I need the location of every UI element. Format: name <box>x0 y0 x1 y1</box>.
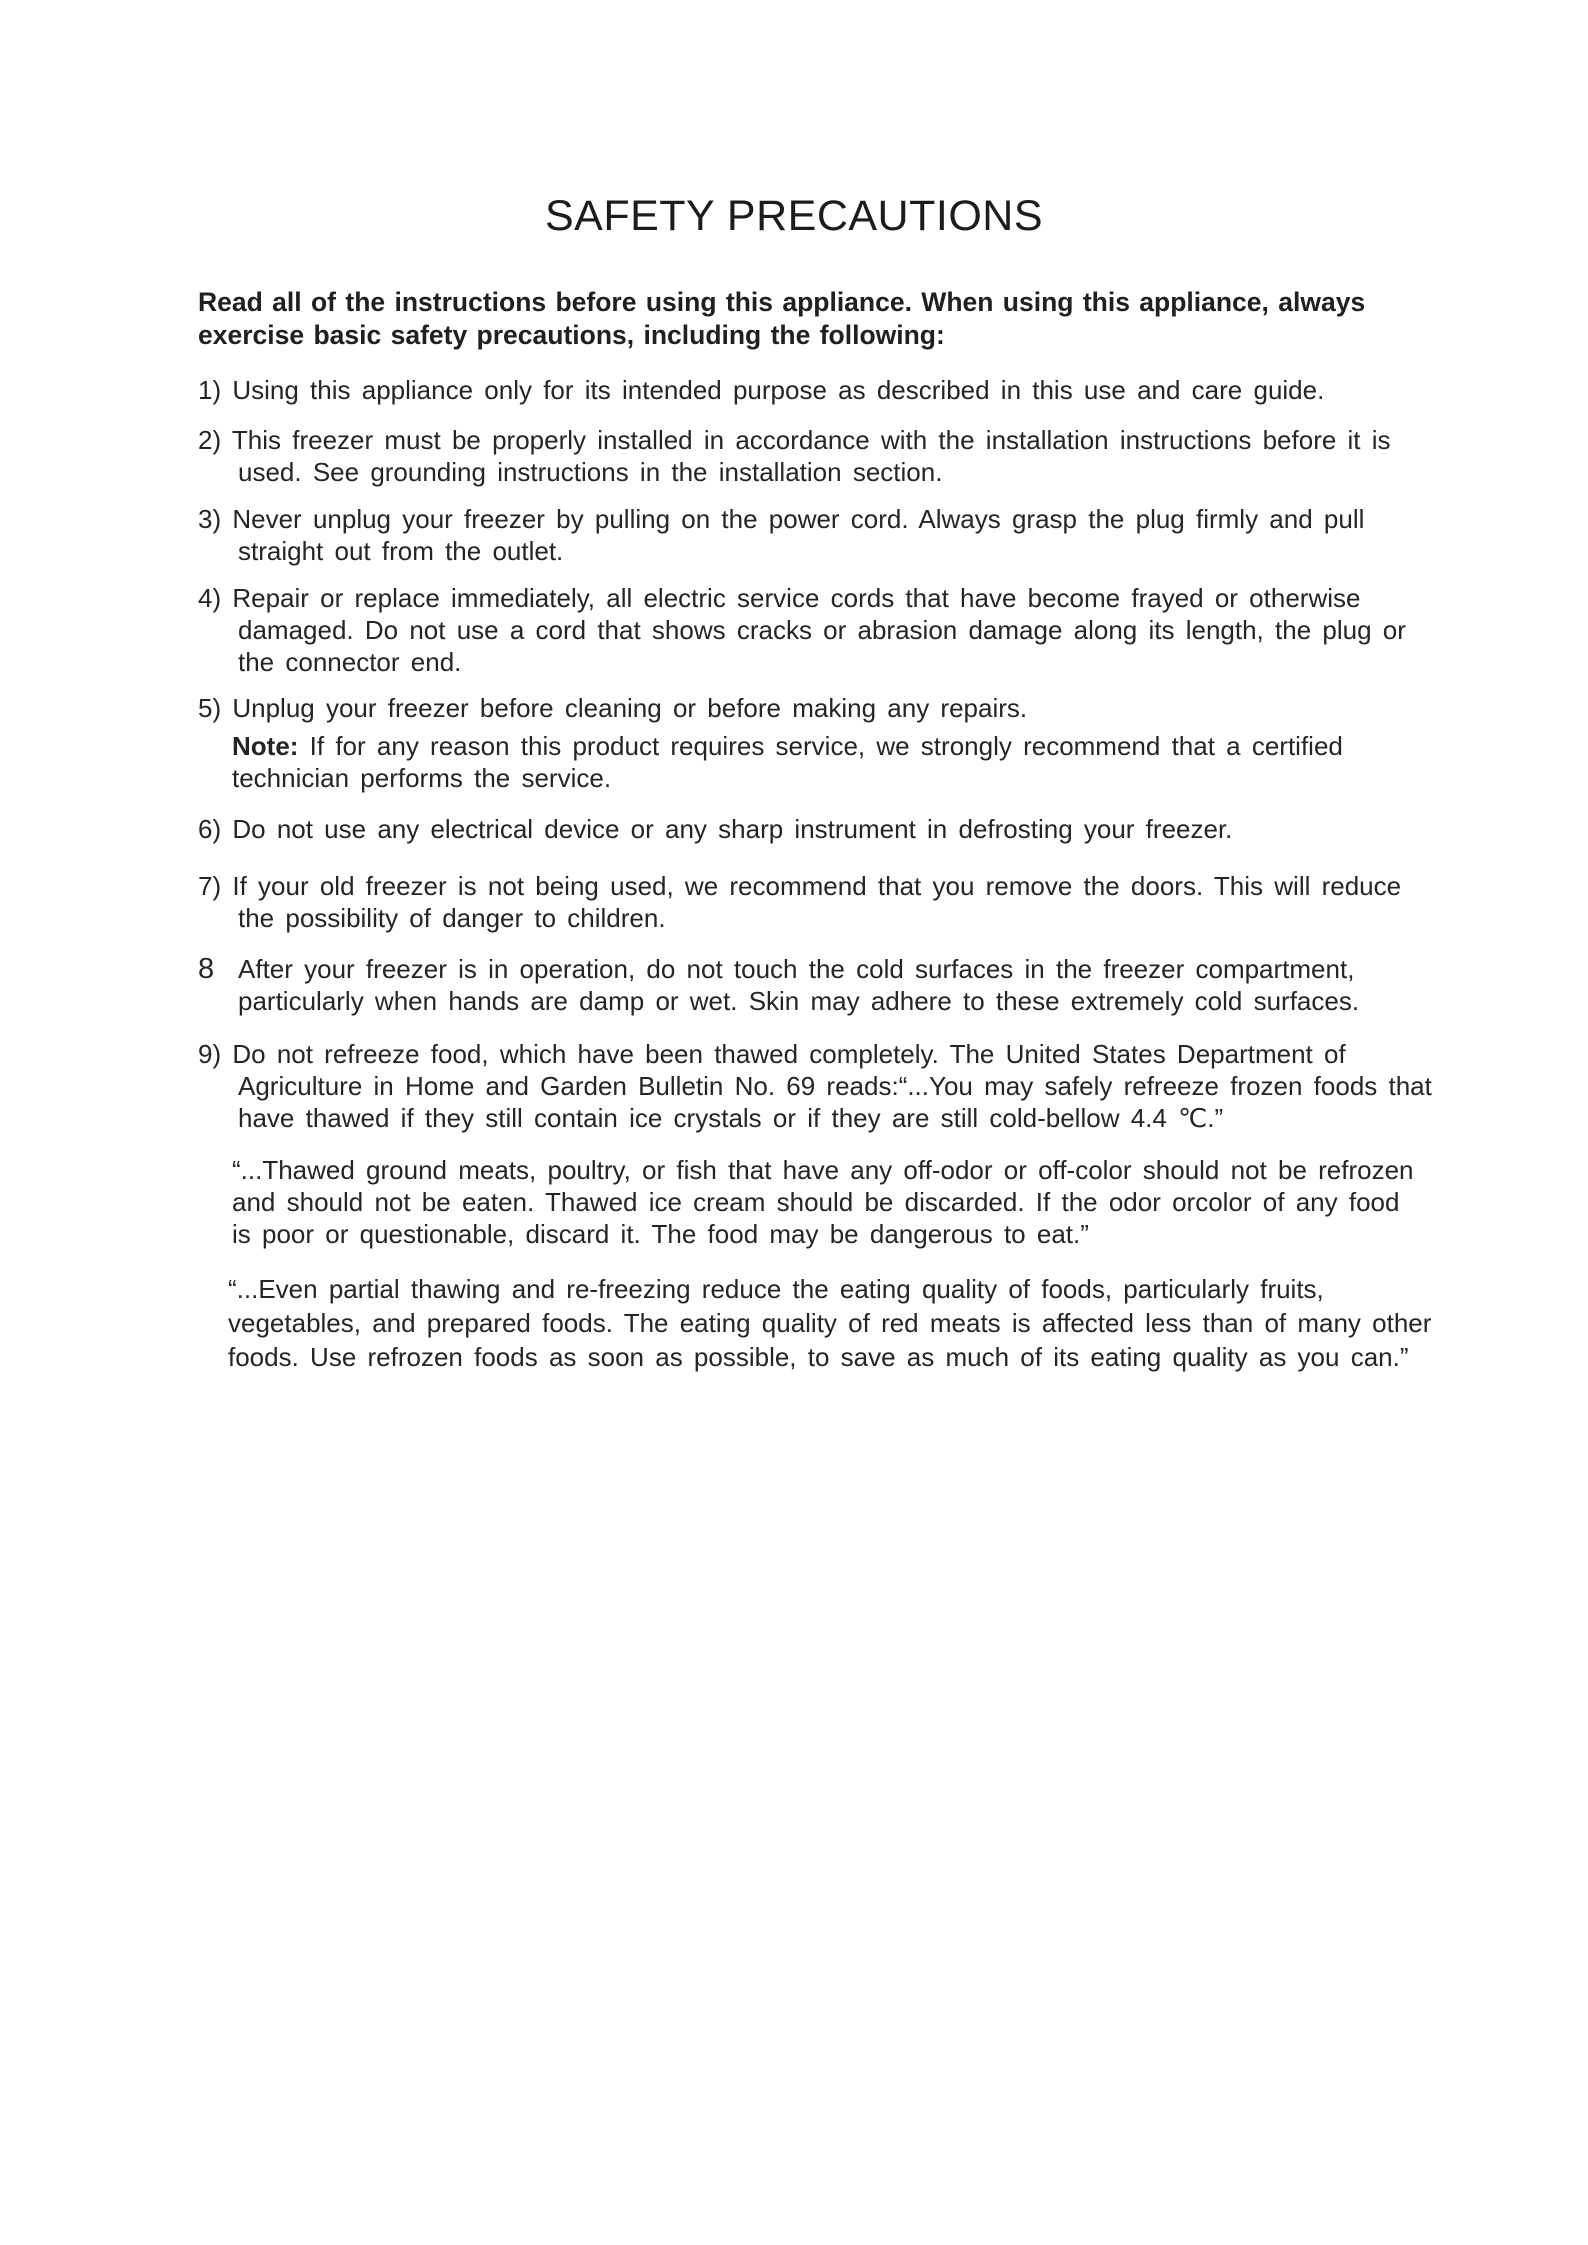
list-item <box>198 813 1498 845</box>
quote-paragraph <box>232 1154 1522 1250</box>
item-text: This freezer must be properly installed in accordance with the installation instructions before it is <box>231 425 1391 455</box>
list-item <box>198 692 1498 724</box>
item-text: Do not use any electrical device or any sharp instrument in defrosting your freezer. <box>232 814 1233 844</box>
item-text: straight out from the outlet. <box>238 536 564 566</box>
list-item <box>198 374 1498 406</box>
list-item <box>198 424 1498 488</box>
item-text: Using this appliance only for its intended purpose as described in this use and care guide. <box>232 375 1325 405</box>
item-number: 3) <box>198 504 222 534</box>
intro-paragraph: Read all of the instructions before using this appliance. When using this appliance, always exercise basic safety precautions, including the following: <box>198 287 1366 350</box>
item-text: If your old freezer is not being used, we recommend that you remove the doors. This will reduce <box>232 871 1402 901</box>
item-text: the connector end. <box>238 647 462 677</box>
item-text: Do not refreeze food, which have been thawed completely. The United States Department of <box>232 1039 1346 1069</box>
item-number: 2) <box>198 425 222 455</box>
list-item <box>198 1038 1498 1134</box>
item-number: 7) <box>198 871 222 901</box>
item-text: damaged. Do not use a cord that shows cracks or abrasion damage along its length, the plug or <box>238 615 1406 645</box>
quote-paragraph <box>228 1272 1518 1374</box>
note-block <box>232 730 1532 794</box>
note-label: Note: <box>232 731 299 761</box>
item-text: have thawed if they still contain ice crystals or if they are still cold-bellow 4.4 ℃.” <box>238 1103 1224 1133</box>
item-text: used. See grounding instructions in the installation section. <box>238 457 943 487</box>
list-item <box>198 953 1498 1017</box>
quote-line: foods. Use refrozen foods as soon as possible, to save as much of its eating quality as you can.” <box>228 1342 1409 1372</box>
item-text: Agriculture in Home and Garden Bulletin No. 69 reads:“...You may safely refreeze frozen foods that <box>238 1071 1432 1101</box>
quote-line: is poor or questionable, discard it. The food may be dangerous to eat.” <box>232 1219 1089 1249</box>
quote-line: vegetables, and prepared foods. The eating quality of red meats is affected less than of many other <box>228 1308 1432 1338</box>
item-text: After your freezer is in operation, do not touch the cold surfaces in the freezer compartment, <box>238 954 1355 984</box>
item-number: 4) <box>198 583 222 613</box>
list-item <box>198 870 1498 934</box>
page-title: SAFETY PRECAUTIONS <box>544 192 1044 240</box>
note-text: If for any reason this product requires service, we strongly recommend that a certified <box>298 731 1343 761</box>
item-text: Unplug your freezer before cleaning or before making any repairs. <box>232 693 1028 723</box>
item-number: 1) <box>198 375 222 405</box>
item-text: Repair or replace immediately, all electric service cords that have become frayed or otherwise <box>232 583 1361 613</box>
item-text: Never unplug your freezer by pulling on the power cord. Always grasp the plug firmly and pull <box>232 504 1365 534</box>
list-item <box>198 582 1498 678</box>
item-number: 5) <box>198 693 222 723</box>
item-text: the possibility of danger to children. <box>238 903 666 933</box>
item-number: 8 <box>198 953 215 985</box>
quote-line: “...Even partial thawing and re-freezing reduce the eating quality of foods, particularly fruits, <box>228 1274 1324 1304</box>
item-number: 6) <box>198 814 222 844</box>
quote-line: and should not be eaten. Thawed ice cream should be discarded. If the odor orcolor of any food <box>232 1187 1400 1217</box>
list-item <box>198 503 1498 567</box>
item-number: 9) <box>198 1039 222 1069</box>
item-text: particularly when hands are damp or wet. Skin may adhere to these extremely cold surfaces. <box>238 986 1360 1016</box>
quote-line: “...Thawed ground meats, poultry, or fish that have any off-odor or off-color should not be refrozen <box>232 1155 1414 1185</box>
note-text: technician performs the service. <box>232 763 612 793</box>
